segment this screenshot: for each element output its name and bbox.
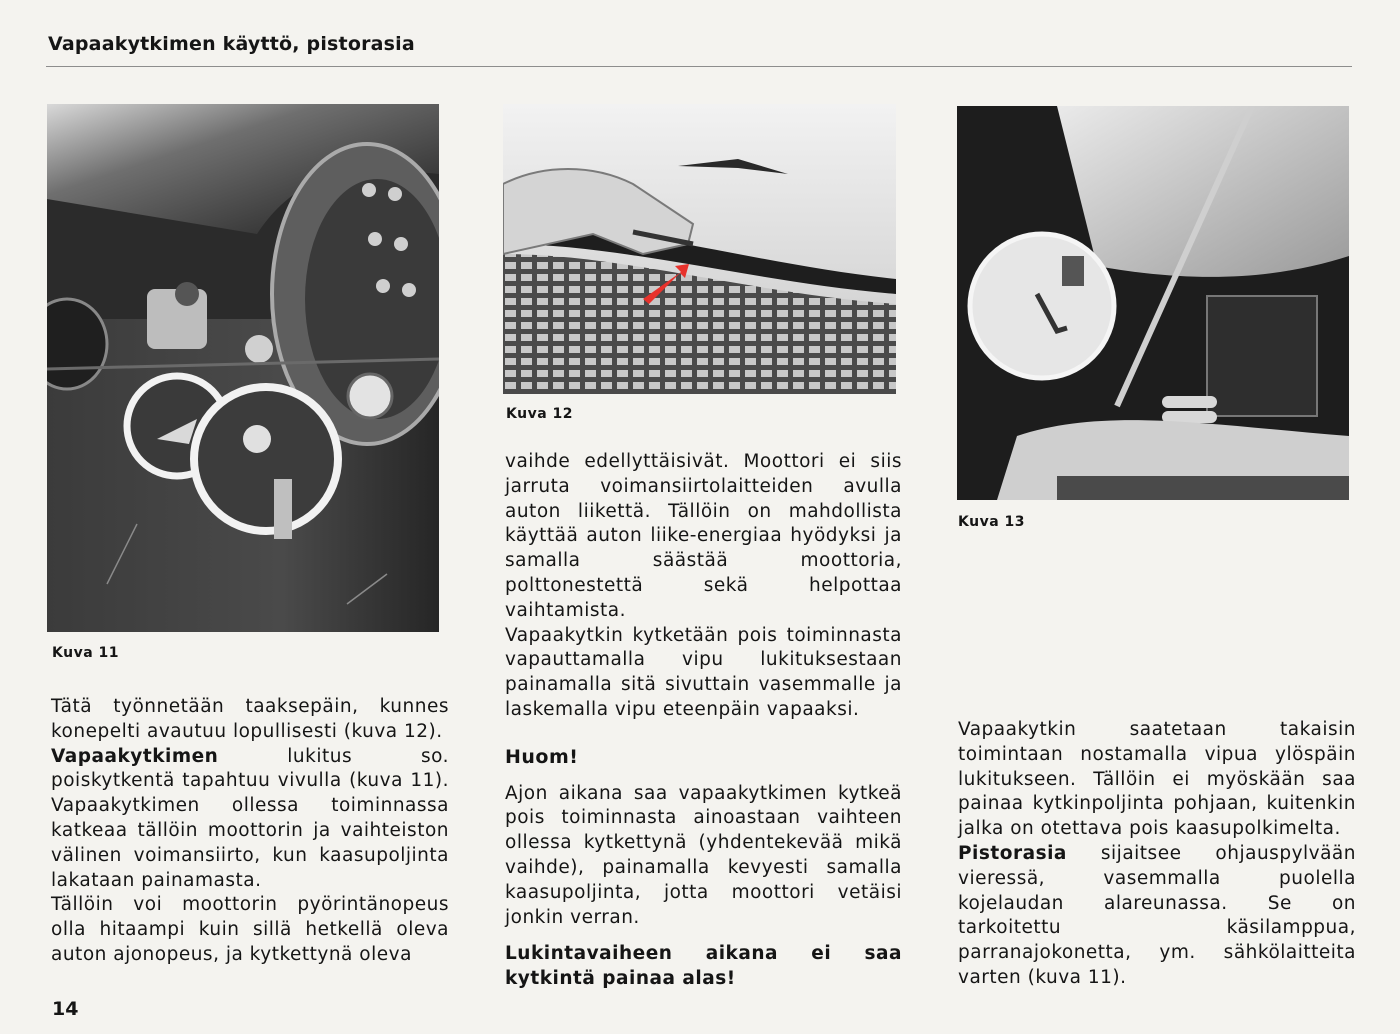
figure-11-caption: Kuva 11 (52, 645, 119, 661)
page-header-title: Vapaakytkimen käyttö, pistorasia (48, 33, 415, 55)
header-rule (46, 66, 1352, 67)
col2-paragraph-2: Vapaakytkin kytketään pois toiminnasta vapauttamalla vipu lukituksestaan painamalla sitä sivuttain vasemmalle ja laskemalla vipu eteenpäin vapaaksi. (505, 624, 902, 720)
col1-paragraph-2-text: lukitus so. poiskytkentä tapahtuu vivulla (kuva 11). Vapaakytkimen ollessa toiminnassa katkeaa tällöin moottorin ja vaihteiston välinen voimansiirto, kun kaasupoljinta lakataan painamasta. (51, 745, 449, 891)
col1-paragraph-1: Tätä työnnetään taaksepäin, kunnes konepelti avautuu lopullisesti (kuva 12). (51, 696, 449, 742)
text-column-3 (958, 718, 1356, 991)
note-heading: Huom! (505, 745, 579, 768)
figure-13-caption: Kuva 13 (958, 514, 1025, 530)
col3-paragraph-2 (958, 842, 1356, 991)
figure-11-photo (47, 104, 439, 632)
col2-paragraph-3: Ajon aikana saa vapaakytkimen kytkeä pois toiminnasta ainoastaan vaihteen ollessa kytkettynä (yhdentekevää mikä vaihde), painamalla kevyesti samalla kaasupoljinta, jotta moottori vetäisi jonkin verran. (505, 782, 902, 928)
col1-paragraph-2 (51, 745, 449, 894)
col3-paragraph-2-text: sijaitsee ohjauspylvään vieressä, vasemmalla puolella kojelaudan alareunassa. Se on tarkoitettu käsilamppua, parranajokonetta, ym. sähkölaitteita varten (kuva 11). (958, 842, 1356, 988)
text-column-1 (51, 695, 449, 968)
col3-paragraph-1: Vapaakytkin saatetaan takaisin toimintaan nostamalla vipua ylöspäin lukitukseen. Tällöin ei myöskään saa painaa kytkinpoljinta pohjaan, kuitenkin jalka on otettava pois kaasupolkimelta. (958, 719, 1356, 840)
col1-paragraph-3: Tällöin voi moottorin pyörintänopeus olla hitaampi kuin sillä hetkellä oleva auton ajonopeus, ja kytkettynä oleva (51, 894, 449, 965)
warning-text: Lukintavaiheen aikana ei saa kytkintä painaa alas! (505, 943, 902, 990)
figure-12-photo (503, 104, 896, 394)
figure-13-photo (957, 106, 1349, 500)
page-number: 14 (52, 998, 79, 1020)
text-column-2 (505, 450, 902, 992)
col3-term-pistorasia: Pistorasia (958, 842, 1067, 864)
figure-12-caption: Kuva 12 (506, 406, 573, 422)
col2-paragraph-1: vaihde edellyttäisivät. Moottori ei siis jarruta voimansiirtolaitteiden avulla auton liikettä. Tällöin on mahdollista käyttää auton liike-energiaa hyödyksi ja samalla säästää moottoria, polttonestettä sekä helpottaa vaihtamista. (505, 451, 902, 621)
col1-term-vapaakytkimen: Vapaakytkimen (51, 745, 219, 767)
